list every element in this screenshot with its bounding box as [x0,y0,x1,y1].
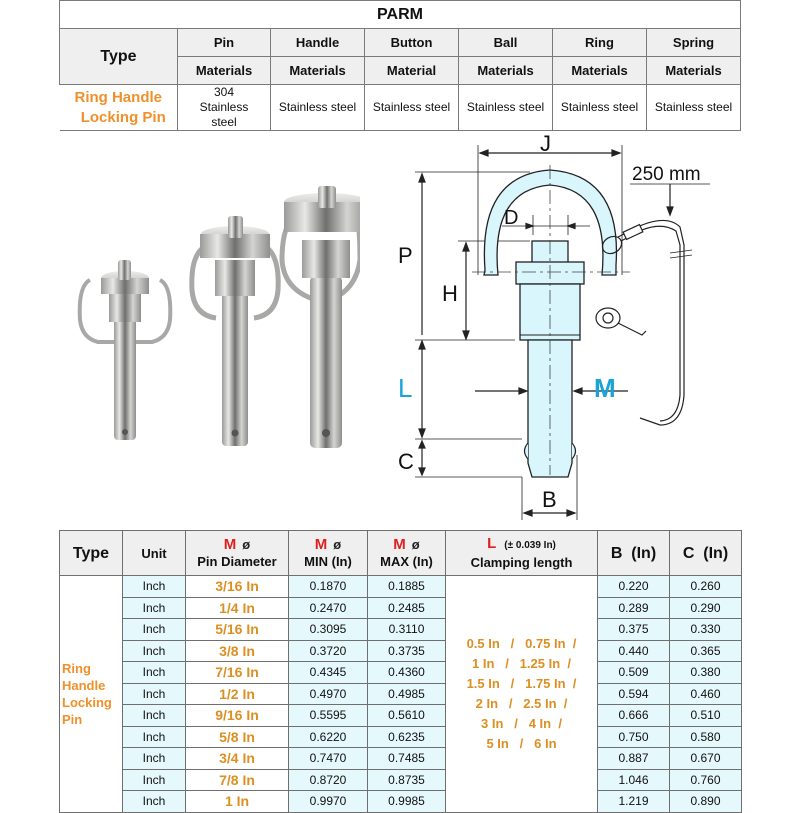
pin-diameter-col-header: M ø Pin Diameter [186,531,289,576]
cable-length-label: 250 mm [632,164,701,185]
pin-diameter-cell: 5/8 In [186,726,289,748]
clamping-length-line: 1.5 In / 1.75 In / [466,675,577,691]
b-cell: 1.219 [598,791,670,813]
max-cell: 0.7485 [368,748,446,770]
min-cell: 0.4970 [289,683,368,705]
max-cell: 0.5610 [368,705,446,727]
table-row [60,769,742,791]
unit-cell: Inch [123,683,186,705]
material-value: Stainless steel [365,85,459,131]
max-cell: 0.8735 [368,769,446,791]
clamping-length-line: 5 In / 6 In [486,735,557,751]
table-row [60,640,742,662]
c-col-header: C (In) [670,531,742,576]
part-header: Pin [178,29,271,57]
min-cell: 0.7470 [289,748,368,770]
c-cell: 0.510 [670,705,742,727]
min-cell: 0.6220 [289,726,368,748]
pin-diameter-cell: 7/8 In [186,769,289,791]
c-cell: 0.890 [670,791,742,813]
b-cell: 0.220 [598,576,670,598]
pin-diameter-cell: 1/2 In [186,683,289,705]
c-cell: 0.260 [670,576,742,598]
min-cell: 0.9970 [289,791,368,813]
material-label: Materials [553,57,647,85]
dim-label-d: D [504,207,519,229]
c-cell: 0.290 [670,597,742,619]
pin-diameter-cell: 1/4 In [186,597,289,619]
material-value: Stainless steel [271,85,365,131]
c-cell: 0.580 [670,726,742,748]
min-cell: 0.3095 [289,619,368,641]
min-cell: 0.8720 [289,769,368,791]
b-cell: 1.046 [598,769,670,791]
material-value: 304 Stainless steel [178,85,271,131]
unit-cell: Inch [123,791,186,813]
dim-label-b: B [542,487,557,512]
unit-col-header: Unit [123,531,186,576]
materials-table [59,0,741,131]
clamping-length-line: 2 In / 2.5 In / [475,695,568,711]
b-cell: 0.509 [598,662,670,684]
pin-diameter-cell: 3/4 In [186,748,289,770]
clamping-length-line: 3 In / 4 In / [481,715,562,731]
table-row [60,748,742,770]
pin-photo-small [80,260,171,440]
pin-photo-medium [192,216,278,446]
b-cell: 0.887 [598,748,670,770]
b-cell: 0.666 [598,705,670,727]
max-cell: 0.3735 [368,640,446,662]
table-row [60,597,742,619]
clamping-length-cell [446,576,598,813]
b-cell: 0.750 [598,726,670,748]
c-cell: 0.460 [670,683,742,705]
dim-label-l: L [398,373,413,403]
table-row [60,705,742,727]
unit-cell: Inch [123,597,186,619]
unit-cell: Inch [123,769,186,791]
material-label: Materials [271,57,365,85]
max-col-header: M ø MAX (In) [368,531,446,576]
product-type-line: Locking [62,694,112,710]
table-row [60,662,742,684]
min-cell: 0.1870 [289,576,368,598]
max-cell: 0.2485 [368,597,446,619]
unit-cell: Inch [123,640,186,662]
table-row [60,683,742,705]
c-cell: 0.760 [670,769,742,791]
min-cell: 0.5595 [289,705,368,727]
part-header: Handle [271,29,365,57]
max-cell: 0.3110 [368,619,446,641]
type-header: Type [60,29,178,85]
dim-label-h: H [442,281,458,306]
product-type-line: Locking Pin [80,108,166,126]
table-row [60,619,742,641]
product-type-line: Handle [62,677,106,693]
part-header: Button [365,29,459,57]
pin-diameter-cell: 1 In [186,791,289,813]
product-type-cell [60,576,123,813]
table-row [60,791,742,813]
b-cell: 0.440 [598,640,670,662]
material-value: Stainless steel [553,85,647,131]
product-photos [60,180,360,460]
c-cell: 0.365 [670,640,742,662]
material-value: Stainless steel [459,85,553,131]
b-cell: 0.289 [598,597,670,619]
clamping-length-line: 1 In / 1.25 In / [472,655,571,671]
clamping-length-line: 0.5 In / 0.75 In / [466,635,577,651]
pin-diameter-cell: 9/16 In [186,705,289,727]
pin-photo-large [282,186,360,448]
material-label: Materials [647,57,741,85]
material-label: Material [365,57,459,85]
materials-table-title: PARM [60,1,741,29]
product-type [60,85,178,131]
max-cell: 0.6235 [368,726,446,748]
c-cell: 0.330 [670,619,742,641]
c-cell: 0.380 [670,662,742,684]
c-cell: 0.670 [670,748,742,770]
dim-label-j: J [540,131,551,156]
dim-label-p: P [398,243,413,268]
material-label: Materials [459,57,553,85]
b-cell: 0.594 [598,683,670,705]
table-row [60,726,742,748]
unit-cell: Inch [123,576,186,598]
min-cell: 0.3720 [289,640,368,662]
pin-diameter-cell: 3/16 In [186,576,289,598]
product-type-line: Ring [62,660,91,676]
b-col-header: B (In) [598,531,670,576]
pin-diameter-cell: 3/8 In [186,640,289,662]
unit-cell: Inch [123,619,186,641]
clamping-col-header: L (± 0.039 In) Clamping length [446,531,598,576]
min-col-header: M ø MIN (In) [289,531,368,576]
min-cell: 0.4345 [289,662,368,684]
pin-diameter-cell: 5/16 In [186,619,289,641]
unit-cell: Inch [123,705,186,727]
unit-cell: Inch [123,748,186,770]
max-cell: 0.4360 [368,662,446,684]
product-type-line: Ring Handle [74,88,162,106]
max-cell: 0.4985 [368,683,446,705]
b-cell: 0.375 [598,619,670,641]
unit-cell: Inch [123,662,186,684]
max-cell: 0.1885 [368,576,446,598]
min-cell: 0.2470 [289,597,368,619]
max-cell: 0.9985 [368,791,446,813]
part-header: Spring [647,29,741,57]
pin-diameter-cell: 7/16 In [186,662,289,684]
dimension-diagram [380,125,730,520]
type-col-header: Type [60,531,123,576]
material-value: Stainless steel [647,85,741,131]
spec-table [59,530,742,813]
material-label: Materials [178,57,271,85]
dim-label-c: C [398,449,414,474]
product-type-line: Pin [62,711,83,727]
part-header: Ring [553,29,647,57]
unit-cell: Inch [123,726,186,748]
table-row [60,576,742,598]
dim-label-m: M [594,373,616,403]
part-header: Ball [459,29,553,57]
